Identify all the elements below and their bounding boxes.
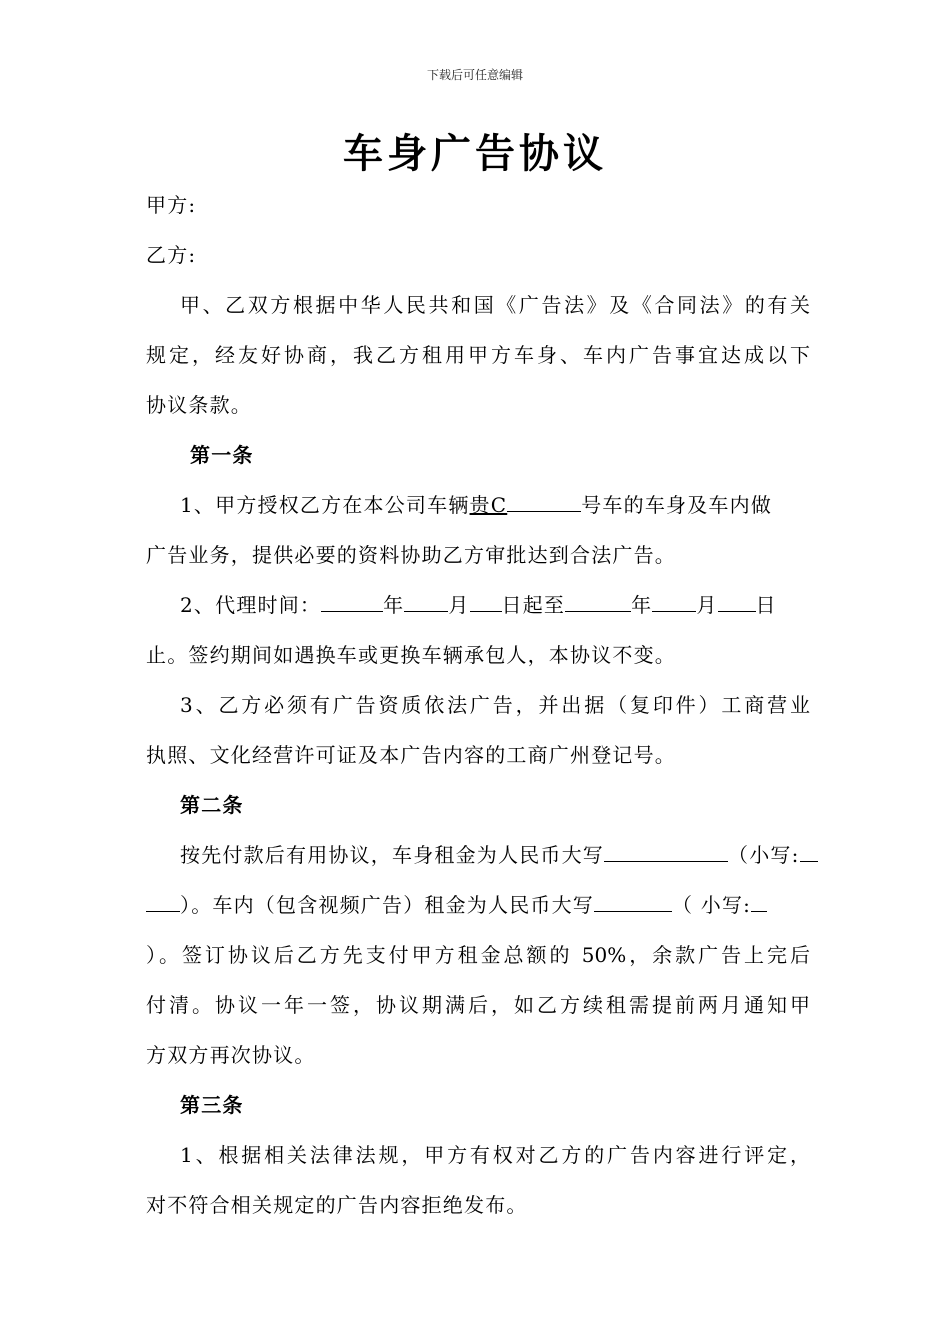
article-1-item-1-cont: 广告业务，提供必要的资料协助乙方审批达到合法广告。	[146, 543, 676, 567]
article-3-line-2: 对不符合相关规定的广告内容拒绝发布。	[146, 1193, 528, 1217]
start-month-blank	[404, 589, 448, 612]
interior-rent-small-label: （ 小写:	[672, 893, 752, 917]
day-from-label: 日起至	[501, 593, 566, 617]
article-1-item-2-cont: 止。签约期间如遇换车或更换车辆承包人，本协议不变。	[146, 643, 676, 667]
plate-number-blank	[507, 489, 581, 512]
intro-line-3: 协议条款。	[146, 393, 252, 417]
article-1-item-3-cont: 执照、文化经营许可证及本广告内容的工商广州登记号。	[146, 743, 676, 767]
body-rent-text: 按先付款后有用协议，车身租金为人民币大写	[180, 843, 604, 867]
start-day-blank	[470, 589, 502, 612]
document-title: 车身广告协议	[343, 130, 607, 177]
intro-line-1: 甲、乙双方根据中华人民共和国《广告法》及《合同法》的有关	[180, 293, 810, 317]
interior-rent-text: ）。车内（包含视频广告）租金为人民币大写	[180, 893, 594, 917]
party-a-label: 甲方:	[146, 193, 197, 217]
article-2-line-2	[146, 880, 810, 930]
article-2-line-4: 付清。协议一年一签，协议期满后，如乙方续租需提前两月通知甲	[146, 993, 810, 1017]
article-1-item-3: 3、乙方必须有广告资质依法广告，并出据（复印件）工商营业	[180, 693, 810, 717]
month-label: 月	[448, 593, 470, 617]
document-body	[146, 180, 810, 1230]
article-1-heading: 第一条	[190, 443, 254, 467]
party-b-label: 乙方:	[146, 243, 197, 267]
day-end-label: 日	[755, 593, 777, 617]
end-day-blank	[718, 589, 756, 612]
article-2-line-3: ）。签订协议后乙方先支付甲方租金总额的 50%，余款广告上完后	[146, 943, 810, 967]
item-1-text-a: 1、甲方授权乙方在本公司车辆	[180, 493, 470, 517]
item-2-prefix: 2、代理时间：	[180, 593, 322, 617]
article-2-line-5: 方双方再次协议。	[146, 1043, 316, 1067]
intro-line-2: 规定，经友好协商，我乙方租用甲方车身、车内广告事宜达成以下	[146, 343, 810, 367]
end-month-blank	[652, 589, 696, 612]
year-label-2: 年	[631, 593, 653, 617]
article-2-line-1	[146, 830, 810, 880]
body-rent-small-blank-cont	[146, 889, 180, 912]
body-rent-blank	[604, 839, 728, 862]
article-1-item-2	[146, 580, 810, 630]
article-1-item-1	[146, 480, 810, 530]
interior-rent-small-blank	[751, 889, 767, 912]
interior-rent-blank	[594, 889, 672, 912]
body-rent-small-blank	[800, 839, 818, 862]
end-year-blank	[565, 589, 631, 612]
article-2-heading: 第二条	[180, 793, 244, 817]
article-3-line-1: 1、根据相关法律法规，甲方有权对乙方的广告内容进行评定，	[180, 1143, 810, 1167]
body-rent-small-label: （小写:	[728, 843, 800, 867]
month-label-2: 月	[696, 593, 718, 617]
start-year-blank	[321, 589, 383, 612]
article-3-heading: 第三条	[180, 1093, 244, 1117]
year-label: 年	[383, 593, 405, 617]
item-1-text-b: 号车的车身及车内做	[581, 493, 773, 517]
plate-prefix: 贵C	[469, 493, 508, 517]
page-header-note: 下载后可任意编辑	[426, 68, 523, 82]
